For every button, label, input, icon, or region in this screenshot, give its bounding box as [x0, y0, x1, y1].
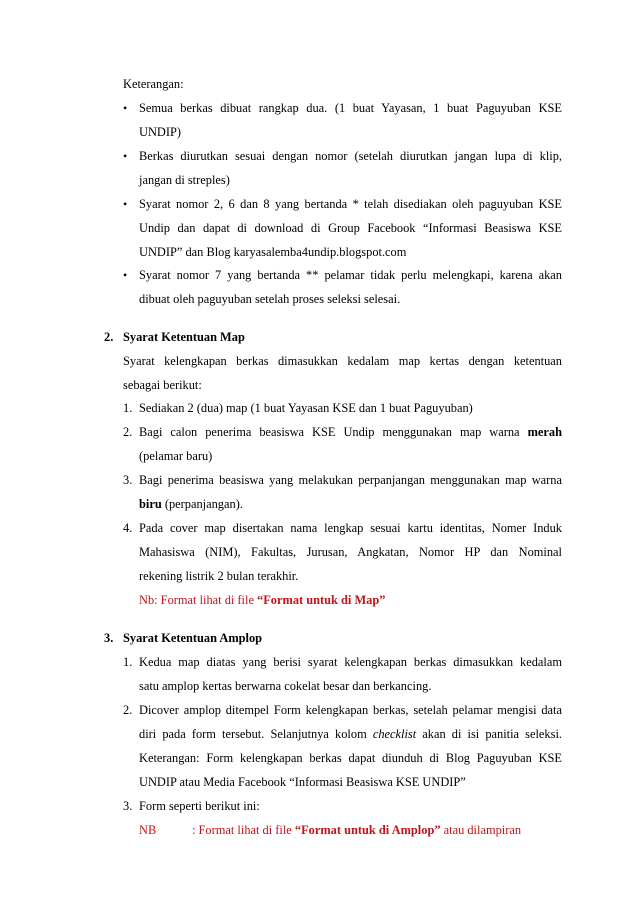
bullet-line: Undip dan dapat di download di Group Facebook “Informasi Beasiswa KSE	[139, 221, 562, 235]
list-item: UNDIP atau Media Facebook “Informasi Beasiswa KSE UNDIP”	[139, 775, 466, 789]
bullet-dot: •	[123, 197, 128, 211]
list-item: (pelamar baru)	[139, 449, 213, 463]
list-item: Bagi penerima beasiswa yang melakukan perpanjangan menggunakan map warna	[139, 473, 562, 487]
list-number: 4.	[123, 521, 133, 535]
list-item: diri pada form tersebut. Selanjutnya kolom checklist akan di isi panitia seleksi.	[139, 727, 562, 741]
section-number: 2.	[104, 330, 114, 344]
list-number: 2.	[123, 425, 133, 439]
list-item: Form seperti berikut ini:	[139, 799, 260, 813]
list-item: biru (perpanjangan).	[139, 497, 243, 511]
bullet-line: UNDIP” dan Blog karyasalemba4undip.blogspot.com	[139, 245, 407, 259]
list-number: 2.	[123, 703, 133, 717]
list-item: Bagi calon penerima beasiswa KSE Undip menggunakan map warna merah	[139, 425, 562, 439]
bullet-dot: •	[123, 149, 128, 163]
section-intro: Syarat kelengkapan berkas dimasukkan kedalam map kertas dengan ketentuan	[123, 354, 562, 368]
list-item: satu amplop kertas berwarna cokelat besar dan berkancing.	[139, 679, 432, 693]
section-intro: sebagai berikut:	[123, 378, 202, 392]
section-number: 3.	[104, 631, 114, 645]
section-heading: Syarat Ketentuan Map	[123, 330, 245, 344]
bullet-line: Semua berkas dibuat rangkap dua. (1 buat Yayasan, 1 buat Paguyuban KSE	[139, 101, 562, 115]
nb-note: : Format lihat di file “Format untuk di Amplop” atau dilampiran	[192, 823, 522, 837]
bullet-line: Berkas diurutkan sesuai dengan nomor (setelah diurutkan jangan lupa di klip,	[139, 149, 562, 163]
bullet-dot: •	[123, 268, 128, 282]
bullet-line: UNDIP)	[139, 125, 181, 139]
bullet-line: Syarat nomor 7 yang bertanda ** pelamar tidak perlu melengkapi, karena akan	[139, 268, 562, 282]
list-item: Dicover amplop ditempel Form kelengkapan berkas, setelah pelamar mengisi data	[139, 703, 562, 717]
list-item: Kedua map diatas yang berisi syarat kelengkapan berkas dimasukkan kedalam	[139, 655, 562, 669]
list-item: Mahasiswa (NIM), Fakultas, Jurusan, Angkatan, Nomor HP dan Nominal	[139, 545, 562, 559]
nb-label: NB	[139, 823, 157, 837]
nb-note: Nb: Format lihat di file “Format untuk di Map”	[139, 593, 386, 607]
bullet-dot: •	[123, 101, 128, 115]
list-item: rekening listrik 2 bulan terakhir.	[139, 569, 299, 583]
section-heading: Syarat Ketentuan Amplop	[123, 631, 263, 645]
list-item: Pada cover map disertakan nama lengkap sesuai kartu identitas, Nomer Induk	[139, 521, 562, 535]
bullet-line: jangan di streples)	[139, 173, 230, 187]
list-number: 1.	[123, 401, 133, 415]
list-number: 3.	[123, 799, 133, 813]
list-item: Sediakan 2 (dua) map (1 buat Yayasan KSE dan 1 buat Paguyuban)	[139, 401, 473, 415]
keterangan-title: Keterangan:	[123, 77, 184, 91]
list-number: 1.	[123, 655, 133, 669]
list-number: 3.	[123, 473, 133, 487]
bullet-line: dibuat oleh paguyuban setelah proses seleksi selesai.	[139, 292, 401, 306]
list-item: Keterangan: Form kelengkapan berkas dapat diunduh di Blog Paguyuban KSE	[139, 751, 562, 765]
bullet-line: Syarat nomor 2, 6 dan 8 yang bertanda * telah disediakan oleh paguyuban KSE	[139, 197, 562, 211]
